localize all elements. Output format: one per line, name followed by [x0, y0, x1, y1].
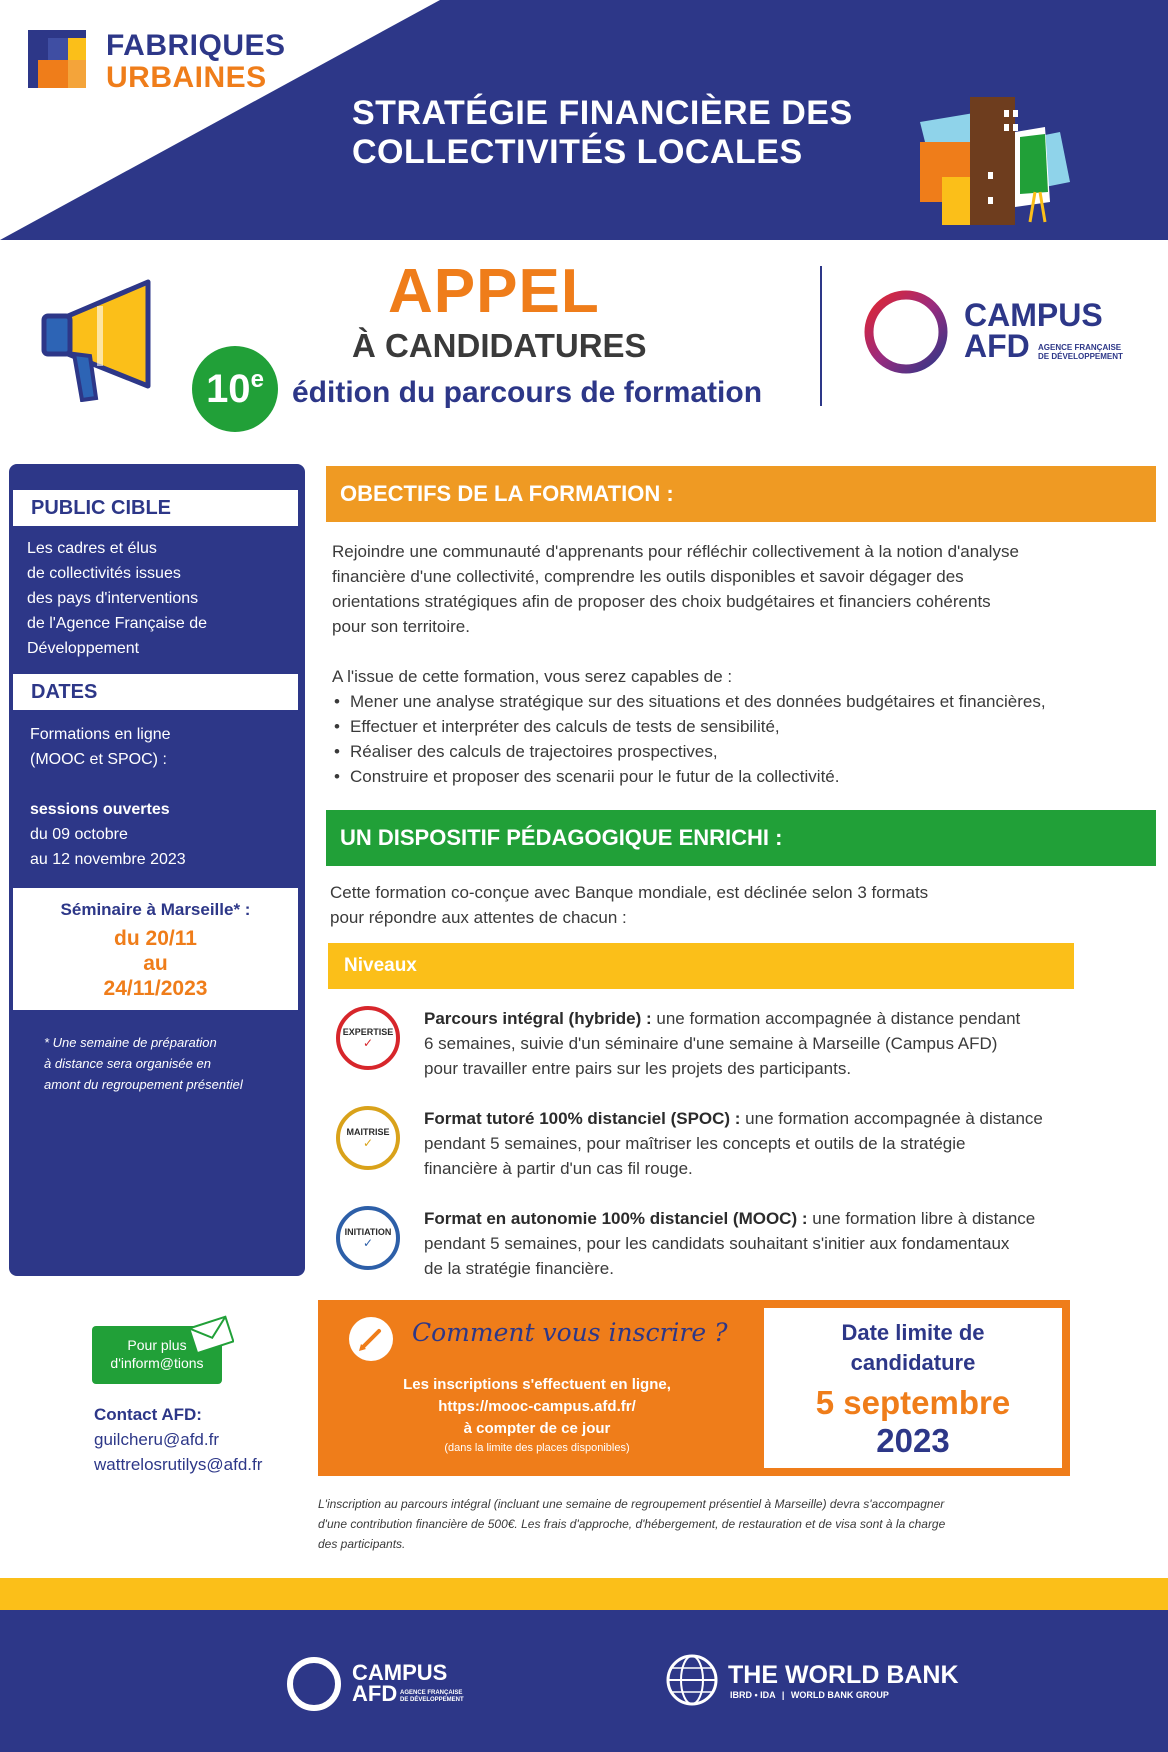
footnote-line: * Une semaine de préparation	[44, 1035, 217, 1050]
seminar-to: 24/11/2023	[103, 977, 208, 1000]
inscription-url-link[interactable]: https://mooc-campus.afd.fr/	[438, 1398, 636, 1415]
public-line: Développement	[27, 640, 140, 657]
intro-line: Rejoindre une communauté d'apprenants pour réfléchir collectivement à la notion d'analyse	[332, 542, 1019, 561]
level-line: de la stratégie financière.	[424, 1259, 614, 1278]
deadline-box	[764, 1308, 1062, 1468]
level-row-initiation	[336, 1206, 1156, 1281]
initiation-badge-icon: INITIATION ✓	[336, 1206, 400, 1270]
level-title: Format tutoré 100% distanciel (SPOC) :	[424, 1109, 741, 1128]
campus-logo-sub2: DE DÉVELOPPEMENT	[1038, 352, 1123, 361]
logo-line-fabriques: FABRIQUES	[106, 29, 286, 62]
dates-label: DATES	[13, 674, 298, 710]
footer-campus-line2: AFD	[352, 1681, 398, 1706]
dispositif-intro	[330, 880, 1150, 930]
header-title-line1: STRATÉGIE FINANCIÈRE DES	[352, 94, 853, 132]
level-line: pendant 5 semaines, pour maîtriser les concepts et outils de la stratégie	[424, 1134, 966, 1153]
level-text	[424, 1206, 1035, 1281]
niveaux-bar: Niveaux	[328, 943, 1074, 989]
footnote-line: à distance sera organisée en	[44, 1056, 211, 1071]
level-text	[424, 1106, 1043, 1181]
dates-line: (MOOC et SPOC) :	[30, 751, 167, 768]
deadline-label: candidature	[850, 1350, 976, 1375]
capables-text: A l'issue de cette formation, vous serez capables de :	[332, 667, 733, 686]
intro-line: pour répondre aux attentes de chacun :	[330, 908, 627, 927]
public-cible-label: PUBLIC CIBLE	[13, 490, 298, 526]
level-line: pour travailler entre pairs sur les projets des participants.	[424, 1059, 852, 1078]
legal-line: des participants.	[318, 1537, 406, 1551]
badge-label: EXPERTISE	[342, 1027, 394, 1037]
level-line: 6 semaines, suivie d'un séminaire d'une semaine à Marseille (Campus AFD)	[424, 1034, 998, 1053]
vertical-divider	[820, 266, 822, 406]
level-line: une formation libre à distance	[807, 1209, 1036, 1228]
level-title: Format en autonomie 100% distanciel (MOOC) :	[424, 1209, 808, 1228]
fabriques-urbaines-logo-icon	[28, 30, 92, 92]
pen-circle-icon	[346, 1314, 396, 1364]
level-text	[424, 1006, 1020, 1081]
edition-text: édition du parcours de formation	[292, 376, 763, 409]
world-bank-subtitle: IBRD • IDA | WORLD BANK GROUP	[730, 1690, 889, 1700]
sessions-line: du 09 octobre	[30, 826, 128, 843]
intro-line: Cette formation co-conçue avec Banque mondiale, est déclinée selon 3 formats	[330, 883, 929, 902]
dispositif-heading: UN DISPOSITIF PÉDAGOGIQUE ENRICHI :	[326, 810, 1156, 866]
dates-text	[30, 722, 186, 872]
contact-label: Contact AFD:	[94, 1405, 202, 1424]
world-bank-title: THE WORLD BANK	[728, 1661, 959, 1689]
deadline-label: Date limite de	[841, 1320, 985, 1345]
intro-line: financière d'une collectivité, comprendre les outils disponibles et savoir dégager des	[332, 567, 964, 586]
campus-logo-sub1: AGENCE FRANÇAISE	[1038, 343, 1122, 352]
deadline-year: 2023	[876, 1422, 950, 1459]
inscription-text	[372, 1374, 702, 1454]
button-line: d'inform@tions	[110, 1355, 204, 1371]
button-line: Pour plus	[127, 1337, 187, 1353]
seminar-au: au	[143, 952, 168, 975]
appel-subtitle: À CANDIDATURES	[352, 327, 647, 364]
world-bank-globe-icon	[664, 1652, 720, 1708]
level-row-expertise	[336, 1006, 1156, 1081]
edition-number: 10	[206, 366, 251, 411]
list-item: • Réaliser des calculs de trajectoires prospectives,	[332, 739, 1152, 764]
legal-line: L'inscription au parcours intégral (incluant une semaine de regroupement présentiel à Marseille) devra s'accompagner	[318, 1497, 945, 1511]
level-line: une formation accompagnée à distance pendant	[651, 1009, 1021, 1028]
public-line: des pays d'interventions	[27, 590, 199, 607]
deadline-day: 5 septembre	[815, 1384, 1011, 1421]
footnote-line: amont du regroupement présentiel	[44, 1077, 243, 1092]
megaphone-icon	[38, 276, 162, 402]
sessions-line: au 12 novembre 2023	[30, 851, 186, 868]
objectifs-list	[332, 689, 1152, 789]
list-item: • Construire et proposer des scenarii pour le futur de la collectivité.	[332, 764, 1152, 789]
intro-line: orientations stratégiques afin de proposer des choix budgétaires et financiers cohérents	[332, 592, 991, 611]
badge-label: INITIATION	[344, 1227, 392, 1237]
public-cible-text	[27, 536, 207, 661]
objectifs-heading: OBECTIFS DE LA FORMATION :	[326, 466, 1156, 522]
footer-campus-sub1: AGENCE FRANÇAISE	[400, 1690, 463, 1696]
expertise-badge-icon: EXPERTISE ✓	[336, 1006, 400, 1070]
header-banner	[0, 0, 1168, 240]
intro-line: pour son territoire.	[332, 617, 470, 636]
inscription-line: Les inscriptions s'effectuent en ligne,	[403, 1376, 671, 1393]
footer-stripe	[0, 1578, 1168, 1610]
inscription-title: Comment vous inscrire ?	[412, 1318, 728, 1347]
public-line: de collectivités issues	[27, 565, 181, 582]
appel-title: APPEL	[388, 257, 600, 326]
seminar-box	[13, 888, 298, 1010]
legal-line: d'une contribution financière de 500€. Les frais d'approche, d'hébergement, de restauration et de visa sont à la charge	[318, 1517, 946, 1531]
footer-campus-ring-icon	[284, 1654, 344, 1714]
badge-label: MAITRISE	[346, 1127, 390, 1137]
wb-sub1: IBRD • IDA	[730, 1690, 776, 1700]
level-line: une formation accompagnée à distance	[740, 1109, 1043, 1128]
legal-note	[318, 1494, 1118, 1554]
footer-campus-line1: CAMPUS	[352, 1660, 448, 1685]
public-line: Les cadres et élus	[27, 540, 157, 557]
list-item: • Mener une analyse stratégique sur des situations et des données budgétaires et financières,	[332, 689, 1152, 714]
building-illustration-icon	[870, 82, 1110, 232]
sessions-bold: sessions ouvertes	[30, 801, 170, 818]
campus-logo-line1: CAMPUS	[964, 297, 1103, 333]
inscription-small-note: (dans la limite des places disponibles)	[444, 1442, 630, 1454]
level-line: financière à partir d'un cas fil rouge.	[424, 1159, 693, 1178]
campus-logo-line2: AFD	[964, 328, 1030, 364]
logo-line-urbaines: URBAINES	[106, 61, 267, 94]
seminar-footnote	[44, 1032, 243, 1095]
list-item: • Effectuer et interpréter des calculs de tests de sensibilité,	[332, 714, 1152, 739]
level-row-maitrise	[336, 1106, 1156, 1181]
objectifs-intro	[332, 539, 1152, 789]
inscription-line: à compter de ce jour	[463, 1420, 611, 1437]
seminar-from: du 20/11	[114, 927, 197, 950]
seminar-label: Séminaire à Marseille* :	[60, 900, 251, 919]
level-line: pendant 5 semaines, pour les candidats souhaitant s'initier aux fondamentaux	[424, 1234, 1010, 1253]
edition-suffix: e	[250, 366, 264, 393]
dates-line: Formations en ligne	[30, 726, 171, 743]
footer-campus-sub2: DE DÉVELOPPEMENT	[400, 1697, 464, 1703]
wb-sub2: WORLD BANK GROUP	[790, 1690, 889, 1700]
contact-email-link[interactable]: guilcheru@afd.fr	[94, 1430, 219, 1449]
maitrise-badge-icon: MAITRISE ✓	[336, 1106, 400, 1170]
campus-afd-ring-icon	[862, 288, 950, 376]
contact-block	[94, 1402, 262, 1477]
level-title: Parcours intégral (hybride) :	[424, 1009, 652, 1028]
edition-badge	[192, 346, 278, 432]
contact-email-link[interactable]: wattrelosrutilys@afd.fr	[94, 1455, 263, 1474]
public-line: de l'Agence Française de	[27, 615, 208, 632]
envelope-icon	[188, 1314, 234, 1354]
header-title-line2: COLLECTIVITÉS LOCALES	[352, 133, 803, 171]
